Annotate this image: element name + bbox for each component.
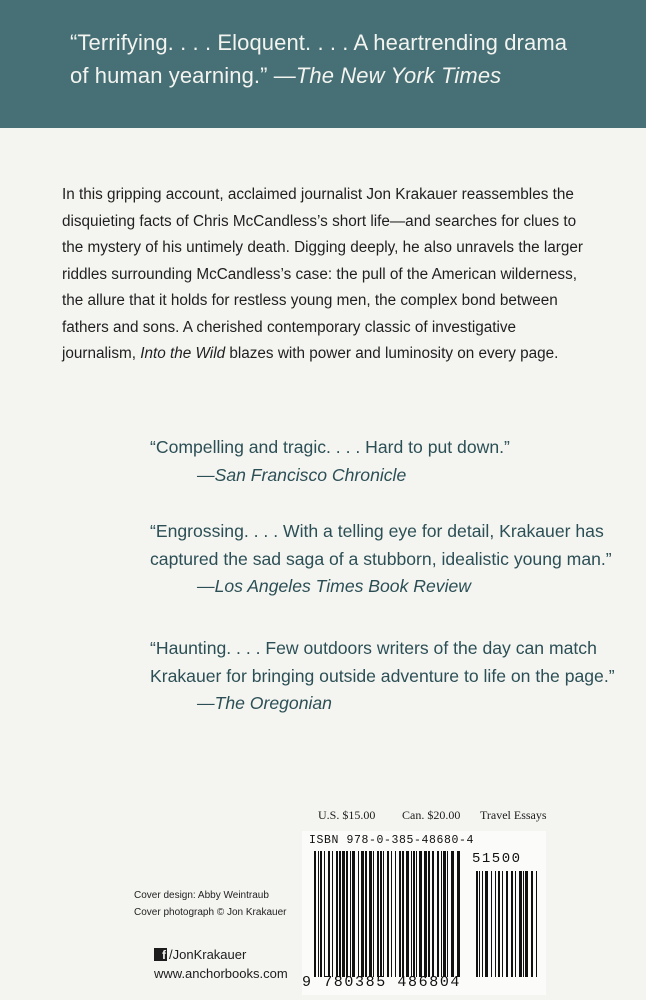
barcode-bar (342, 851, 345, 977)
barcode-bar (373, 851, 374, 977)
barcode-bar (350, 851, 351, 977)
barcode-bar (495, 871, 496, 977)
review-quote-2 (150, 518, 612, 601)
cover-photo-credit: Cover photograph © Jon Krakauer (134, 907, 287, 918)
barcode-bar (506, 871, 508, 977)
barcode-bar (443, 851, 446, 977)
barcode-bar (519, 871, 522, 977)
barcode-bar (320, 851, 322, 977)
barcode-bar (485, 871, 488, 977)
price-canada: Can. $20.00 (402, 808, 461, 822)
barcode-bar (318, 851, 319, 977)
review-2-source: —Los Angeles Times Book Review (197, 576, 471, 596)
barcode-bar (536, 871, 537, 977)
price-us: U.S. $15.00 (318, 808, 376, 822)
description-part-1: In this gripping account, acclaimed journalist Jon Krakauer reassembles the disquieting facts of Chris McCandless’s short life—and searches for clues to the mystery of his untimely death. Digging deeply, he also unravels the larger riddles surrounding McCandless’s case: the pull of the American wilderness, the allure that it holds for restless young men, the complex bond between fathers and sons. A cherished contemporary classic of investigative journalism, (62, 186, 583, 362)
isbn-barcode (302, 831, 546, 995)
barcode-bar (361, 851, 364, 977)
barcode-bar (411, 851, 412, 977)
publisher-links (154, 945, 288, 983)
barcode-bar (416, 851, 417, 977)
barcode-bar (387, 851, 389, 977)
review-1-text: “Compelling and tragic. . . . Hard to put down.” (150, 437, 510, 457)
cover-credits (134, 887, 286, 921)
facebook-link[interactable] (154, 945, 288, 964)
barcode-bar (346, 851, 348, 977)
barcode-bar (352, 851, 355, 977)
barcode-bar (358, 851, 359, 977)
review-2-text-line-1: “Engrossing. . . . With a telling eye for detail, Krakauer has (150, 521, 604, 541)
barcode-bar (328, 851, 330, 977)
barcode-bar (395, 851, 396, 977)
book-description (62, 182, 587, 368)
review-2-text-line-2: captured the sad saga of a stubborn, idealistic young man.” (150, 548, 612, 569)
banner-quote-line-2 (70, 59, 646, 92)
review-quote-3 (150, 635, 615, 718)
description-book-title: Into the Wild (140, 345, 226, 362)
barcode-bar (531, 871, 533, 977)
barcode-bar (482, 871, 483, 977)
barcode-bar (428, 851, 430, 977)
barcode-bar (447, 851, 448, 977)
publisher-website-link[interactable]: www.anchorbooks.com (154, 966, 288, 981)
banner-quote-text: of human yearning.” (70, 63, 268, 88)
review-quote-1 (150, 434, 510, 489)
barcode-bar (332, 851, 333, 977)
barcode-bar (502, 871, 503, 977)
barcode-bar (419, 851, 422, 977)
description-part-2: blazes with power and luminosity on every page. (225, 345, 559, 362)
barcode-bar (314, 851, 316, 977)
book-category: Travel Essays (480, 808, 547, 822)
barcode-bar (432, 851, 434, 977)
barcode-bar (451, 851, 454, 977)
barcode-bar (476, 871, 478, 977)
barcode-bar (391, 851, 392, 977)
isbn-number: ISBN 978-0-385-48680-4 (309, 834, 475, 847)
barcode-bar (380, 851, 382, 977)
cover-design-credit: Cover design: Abby Weintraub (134, 890, 269, 901)
barcode-bar (437, 851, 439, 977)
facebook-icon: f (154, 948, 167, 961)
barcode-bar (491, 871, 492, 977)
barcode-bar (336, 851, 338, 977)
barcode-bar (369, 851, 372, 977)
barcode-bar (413, 851, 415, 977)
barcode-bar (457, 851, 460, 977)
review-3-text-line-1: “Haunting. . . . Few outdoors writers of the day can match (150, 638, 597, 658)
barcode-bar (515, 871, 516, 977)
barcode-bar (365, 851, 367, 977)
barcode-bar (424, 851, 427, 977)
barcode-bar (406, 851, 409, 977)
review-1-source: —San Francisco Chronicle (197, 464, 407, 485)
barcode-bar (402, 851, 404, 977)
barcode-bar (339, 851, 341, 977)
barcode-bar (377, 851, 379, 977)
barcode-bar (479, 871, 480, 977)
banner-quote-line-1: “Terrifying. . . . Eloquent. . . . A heartrending drama (70, 30, 568, 55)
banner-dash: — (267, 63, 296, 88)
barcode-bar (525, 871, 528, 977)
review-3-source: —The Oregonian (197, 693, 332, 713)
facebook-handle: /JonKrakauer (169, 947, 247, 962)
top-quote-banner (0, 0, 646, 128)
barcode-bar (383, 851, 384, 977)
barcode-bar (498, 871, 500, 977)
review-3-text-line-2: Krakauer for bringing outside adventure to life on the page.” (150, 665, 615, 686)
barcode-bar (441, 851, 442, 977)
barcode-bar (399, 851, 401, 977)
ean-number: 9 780385 486804 (302, 974, 462, 991)
banner-quote-source: The New York Times (295, 63, 502, 88)
barcode-bar (324, 851, 325, 977)
barcode-bar (523, 871, 524, 977)
price-code: 51500 (472, 851, 522, 867)
barcode-bar (511, 871, 513, 977)
